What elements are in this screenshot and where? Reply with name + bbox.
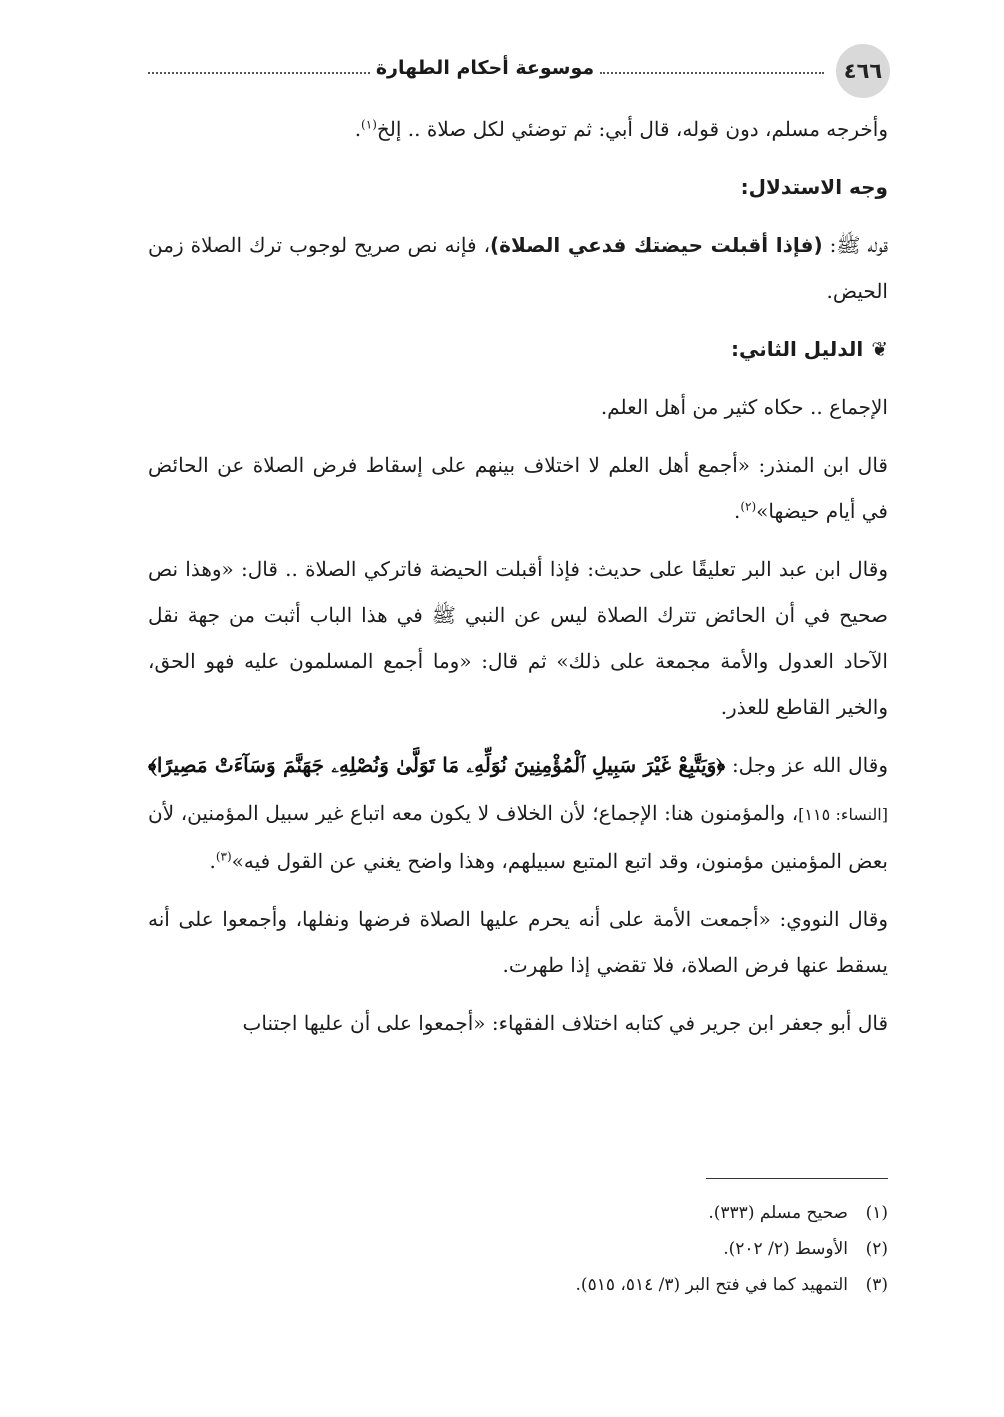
paragraph-text: وقال الله عز وجل: xyxy=(725,753,888,777)
paragraph xyxy=(148,222,888,314)
footnote-text: التمهيد كما في فتح البر (٣/ ٥١٤، ٥١٥). xyxy=(575,1275,848,1295)
footnotes xyxy=(400,1195,888,1303)
footnote-ref[interactable]: (٢) xyxy=(740,499,757,514)
leaf-ornament-icon: ❦ xyxy=(871,337,888,361)
paragraph-text: قوله ﷺ: xyxy=(822,233,888,257)
header-divider-right xyxy=(600,72,824,74)
footnote-number: (٢) xyxy=(865,1239,888,1259)
paragraph-end: . xyxy=(733,499,741,523)
paragraph-text: ، فإنه نص صريح لوجوب ترك الصلاة زمن الحيض. xyxy=(148,233,888,303)
footnote-ref[interactable]: (١) xyxy=(361,117,377,132)
paragraph-text: قال ابن المنذر: «أجمع أهل العلم لا اختلاف بينهم على إسقاط فرض الصلاة عن الحائض في أيام حيضها» xyxy=(148,453,888,523)
paragraph-text: ، والمؤمنون هنا: الإجماع؛ لأن الخلاف لا يكون معه اتباع غير سبيل المؤمنين، لأن بعض المؤمنين مؤمنون، وقد اتبع المتبع سبيلهم، وهذا واضح يغني عن القول فيه» xyxy=(148,801,888,873)
section-heading xyxy=(148,326,888,372)
hadith-quote: (فإذا أقبلت حيضتك فدعي الصلاة) xyxy=(490,233,823,257)
paragraph: قال أبو جعفر ابن جرير في كتابه اختلاف الفقهاء: «أجمعوا على أن عليها اجتناب xyxy=(242,1011,888,1035)
running-header-title: موسوعة أحكام الطهارة xyxy=(375,57,595,79)
footnote-item xyxy=(400,1195,888,1231)
paragraph-end: . xyxy=(354,117,362,141)
footnote-ref[interactable]: (٣) xyxy=(215,849,232,864)
heading-text: الدليل الثاني: xyxy=(731,337,864,361)
footnote-number: (٣) xyxy=(865,1275,888,1295)
footnote-number: (١) xyxy=(865,1203,888,1223)
paragraph: وقال ابن عبد البر تعليقًا على حديث: فإذا أقبلت الحيضة فاتركي الصلاة .. قال: «وهذا نص صحيح في أن الحائض تترك الصلاة ليس عن النبي ﷺ في هذا الباب أثبت من جهة نقل الآحاد العدول والأمة مجمعة على ذلك» ثم قال: «وما أجمع المسلمون عليه فهو الحق، والخير القاطع للعذر. xyxy=(148,557,888,719)
verse-citation: [النساء: ١١٥] xyxy=(798,805,888,824)
paragraph xyxy=(148,742,888,884)
header-divider-left xyxy=(148,72,370,74)
footnote-item xyxy=(400,1231,888,1267)
footnote-separator xyxy=(706,1178,888,1179)
main-text xyxy=(148,106,888,1058)
footnote-item xyxy=(400,1267,888,1303)
paragraph xyxy=(148,442,888,534)
paragraph: الإجماع .. حكاه كثير من أهل العلم. xyxy=(600,395,888,419)
footnote-text: الأوسط (٢/ ٢٠٢). xyxy=(723,1239,848,1259)
paragraph-text: وأخرجه مسلم، دون قوله، قال أبي: ثم توضئي لكل صلاة .. إلخ xyxy=(376,117,888,141)
quran-verse: ﴿وَيَتَّبِعْ غَيْرَ سَبِيلِ ٱلْمُؤْمِنِينَ نُوَلِّهِۦ مَا تَوَلَّىٰ وَنُصْلِهِۦ جَهَنَّمَ وَسَآءَتْ مَصِيرًا﴾ xyxy=(148,753,726,777)
footnote-text: صحيح مسلم (٣٣٣). xyxy=(708,1203,848,1223)
paragraph: وقال النووي: «أجمعت الأمة على أنه يحرم عليها الصلاة فرضها ونفلها، وأجمعوا على أنه يسقط عنها فرض الصلاة، فلا تقضي إذا طهرت. xyxy=(148,907,888,977)
paragraph xyxy=(148,106,888,152)
page-number: ٤٦٦ xyxy=(836,44,890,98)
section-heading: وجه الاستدلال: xyxy=(740,175,888,199)
paragraph-end: . xyxy=(209,849,216,873)
